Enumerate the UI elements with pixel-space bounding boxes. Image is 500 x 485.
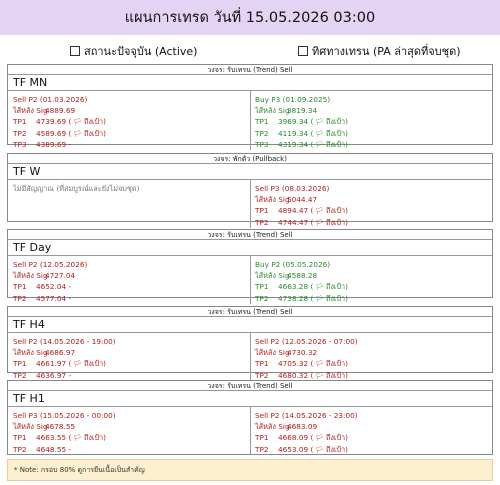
page-title	[0, 0, 500, 35]
tp-price: 4668.09	[278, 433, 309, 443]
flag-icon: 🏳	[315, 129, 324, 138]
tp-hit-label: ถึงเป้า	[325, 293, 346, 303]
tp-hit-label: ถึงเป้า	[325, 217, 346, 227]
sig-price: 4678.55	[45, 422, 76, 432]
tp-hit-status: ( 🏳 ถึงเป้า)	[308, 371, 348, 380]
tp-hit-label: ถึงเป้า	[83, 128, 104, 138]
sig-label: ไส้หลัง Sig	[13, 422, 48, 432]
timeframe-card	[7, 380, 493, 455]
tp-price: 4652.04	[36, 282, 67, 292]
sig-price: 4727.04	[45, 271, 76, 281]
sig-price: 4683.09	[287, 422, 318, 432]
tp-label: TP1	[255, 359, 269, 369]
trend-cycle-label: วงจร: พักตัว (Pullback)	[8, 154, 492, 164]
signal-column-left	[8, 91, 250, 150]
tp-hit-label: ถึงเป้า	[325, 206, 346, 216]
tp-price: 4680.32	[278, 370, 309, 380]
column-headers	[0, 42, 500, 60]
tp-pending-dash: -	[66, 370, 72, 380]
tp-hit-label: ถึงเป้า	[325, 139, 346, 149]
flag-icon: 🏳	[315, 434, 324, 443]
sig-line	[255, 421, 492, 432]
flag-icon: 🏳	[315, 294, 324, 303]
tp-hit-status: ( 🏳 ถึงเป้า)	[66, 359, 106, 368]
tp-line	[255, 116, 492, 127]
signal-header: Sell P2 (14.05.2026 - 19:00)	[13, 337, 116, 346]
signal-header: Buy P3 (01.09.2025)	[255, 95, 331, 104]
sig-label: ไส้หลัง Sig	[255, 348, 290, 358]
signal-header: Sell P2 (12.05.2026 - 07:00)	[255, 337, 358, 346]
timeframe-name: TF H4	[8, 317, 492, 333]
tp-hit-status: ( 🏳 ถึงเป้า)	[308, 294, 348, 303]
tp-hit-label: ถึงเป้า	[83, 117, 104, 127]
tp-hit-status: ( 🏳 ถึงเป้า)	[308, 218, 348, 227]
sig-label: ไส้หลัง Sig	[13, 271, 48, 281]
page-title-text: แผนการเทรด วันที่ 15.05.2026 03:00	[124, 10, 376, 26]
tp-price: 4319.34	[278, 139, 309, 149]
sig-label: ไส้หลัง Sig	[255, 106, 290, 116]
sig-label: ไส้หลัง Sig	[255, 422, 290, 432]
tp-line	[13, 293, 250, 304]
signal-columns	[8, 91, 492, 150]
flag-icon: 🏳	[315, 140, 324, 149]
flag-icon: 🏳	[315, 445, 324, 454]
tp-price: 4894.47	[278, 206, 309, 216]
tp-hit-label: ถึงเป้า	[325, 359, 346, 369]
tp-label: TP2	[255, 217, 269, 227]
tp-price: 4577.04	[36, 293, 67, 303]
tp-line	[255, 358, 492, 369]
tp-hit-label: ถึงเป้า	[325, 282, 346, 292]
tp-price: 4663.28	[278, 282, 309, 292]
sig-price: 4686.97	[45, 348, 76, 358]
signal-columns	[8, 407, 492, 455]
signal-column-right	[250, 256, 492, 304]
tp-price: 4661.97	[36, 359, 67, 369]
tp-line	[13, 432, 250, 443]
sig-price: 5044.47	[287, 195, 318, 205]
tp-label: TP1	[255, 206, 269, 216]
timeframe-card	[7, 153, 493, 227]
checkbox-icon	[70, 46, 80, 56]
signal-column-right	[250, 407, 492, 455]
tp-pending-dash: -	[66, 139, 72, 149]
timeframe-name: TF W	[8, 164, 492, 180]
tp-label: TP1	[13, 282, 27, 292]
note-banner	[7, 459, 493, 481]
tp-price: 4744.47	[278, 217, 309, 227]
timeframe-name: TF Day	[8, 240, 492, 256]
tp-price: 4738.28	[278, 293, 309, 303]
tp-hit-status: ( 🏳 ถึงเป้า)	[308, 359, 348, 368]
timeframe-card	[7, 306, 493, 380]
tp-hit-label: ถึงเป้า	[325, 128, 346, 138]
signal-header: Sell P3 (15.05.2026 - 00:00)	[13, 411, 116, 420]
tp-hit-label: ถึงเป้า	[83, 433, 104, 443]
trend-cycle-label: วงจร: รับเทรน (Trend) Sell	[8, 65, 492, 75]
timeframe-name: TF MN	[8, 75, 492, 91]
signal-column-left	[8, 407, 250, 455]
trend-cycle-label: วงจร: รับเทรน (Trend) Sell	[8, 307, 492, 317]
tp-pending-dash: -	[66, 444, 72, 454]
tp-label: TP1	[255, 117, 269, 127]
signal-columns	[8, 180, 492, 228]
signal-header: Sell P2 (01.03.2026)	[13, 95, 88, 104]
tp-price: 4636.97	[36, 370, 67, 380]
tp-hit-status: ( 🏳 ถึงเป้า)	[308, 282, 348, 291]
tp-price: 4589.69	[36, 128, 67, 138]
trend-cycle-label: วงจร: รับเทรน (Trend) Sell	[8, 230, 492, 240]
flag-icon: 🏳	[315, 283, 324, 292]
sig-price: 4588.28	[287, 271, 318, 281]
signal-header: Buy P2 (05.05.2026)	[255, 260, 331, 269]
signal-columns	[8, 333, 492, 381]
tp-label: TP2	[255, 293, 269, 303]
tp-hit-status: ( 🏳 ถึงเป้า)	[308, 140, 348, 149]
tp-hit-status: ( 🏳 ถึงเป้า)	[308, 129, 348, 138]
tp-line	[255, 293, 492, 304]
tp-label: TP2	[13, 128, 27, 138]
tp-label: TP2	[255, 128, 269, 138]
column-header-active-label: สถานะปัจจุบัน (Active)	[84, 45, 198, 58]
signal-header: Sell P3 (08.03.2026)	[255, 184, 330, 193]
tp-line	[255, 444, 492, 455]
flag-icon: 🏳	[73, 434, 82, 443]
tp-price: 4389.69	[36, 139, 67, 149]
signal-column-left	[8, 180, 250, 228]
signal-column-right	[250, 91, 492, 150]
tp-price: 4739.69	[36, 117, 67, 127]
sig-line	[13, 347, 250, 358]
column-header-trend	[298, 42, 461, 60]
sig-line	[255, 347, 492, 358]
tp-line	[13, 116, 250, 127]
timeframe-name: TF H1	[8, 391, 492, 407]
tp-price: 4119.34	[278, 128, 309, 138]
tp-line	[255, 139, 492, 150]
no-signal-text: ไม่มีสัญญาณ (ที่สมบูรณ์และยังไม่จบชุด)	[13, 184, 140, 193]
tp-hit-label: ถึงเป้า	[325, 444, 346, 454]
tp-line	[255, 281, 492, 292]
sig-price: 3819.34	[287, 106, 318, 116]
tp-pending-dash: -	[66, 293, 72, 303]
note-text: * Note: กรอบ 80% ดูการยืนเนื้อเป็นสำคัญ	[14, 466, 145, 474]
flag-icon: 🏳	[73, 360, 82, 369]
tp-line	[13, 358, 250, 369]
sig-line	[13, 270, 250, 281]
tp-price: 4648.55	[36, 444, 67, 454]
tp-label: TP3	[13, 139, 27, 149]
tp-price: 4705.32	[278, 359, 309, 369]
flag-icon: 🏳	[315, 360, 324, 369]
sig-label: ไส้หลัง Sig	[255, 271, 290, 281]
tp-label: TP3	[255, 139, 269, 149]
column-header-active	[70, 42, 197, 60]
tp-label: TP2	[13, 370, 27, 380]
trend-cycle-label: วงจร: รับเทรน (Trend) Sell	[8, 381, 492, 391]
sig-price: 4889.69	[45, 106, 76, 116]
tp-label: TP2	[255, 370, 269, 380]
flag-icon: 🏳	[73, 118, 82, 127]
sig-line	[255, 194, 492, 205]
sig-line	[13, 421, 250, 432]
tp-hit-status: ( 🏳 ถึงเป้า)	[308, 445, 348, 454]
tp-hit-status: ( 🏳 ถึงเป้า)	[308, 117, 348, 126]
tp-line	[13, 281, 250, 292]
tp-line	[255, 128, 492, 139]
tp-hit-status: ( 🏳 ถึงเป้า)	[308, 206, 348, 215]
sig-price: 4730.32	[287, 348, 318, 358]
signal-column-left	[8, 333, 250, 381]
tp-label: TP1	[13, 359, 27, 369]
tp-price: 3969.34	[278, 117, 309, 127]
sig-line	[13, 105, 250, 116]
tp-label: TP1	[255, 433, 269, 443]
signal-column-left	[8, 256, 250, 304]
checkbox-icon	[298, 46, 308, 56]
sig-line	[255, 270, 492, 281]
tp-line	[255, 205, 492, 216]
tp-hit-status: ( 🏳 ถึงเป้า)	[66, 129, 106, 138]
flag-icon: 🏳	[315, 118, 324, 127]
signal-column-right	[250, 333, 492, 381]
signal-header: Sell P2 (12.05.2026)	[13, 260, 88, 269]
column-header-trend-label: ทิศทางเทรน (PA ล่าสุดที่จบชุด)	[312, 45, 461, 58]
signal-header: Sell P2 (14.05.2026 - 23:00)	[255, 411, 358, 420]
sig-label: ไส้หลัง Sig	[13, 348, 48, 358]
tp-price: 4663.55	[36, 433, 67, 443]
tp-hit-label: ถึงเป้า	[325, 433, 346, 443]
tp-label: TP1	[255, 282, 269, 292]
tp-pending-dash: -	[66, 282, 72, 292]
tp-line	[255, 217, 492, 228]
tp-hit-label: ถึงเป้า	[325, 117, 346, 127]
flag-icon: 🏳	[73, 129, 82, 138]
tp-label: TP2	[13, 444, 27, 454]
tp-hit-label: ถึงเป้า	[83, 359, 104, 369]
tp-label: TP1	[13, 433, 27, 443]
tp-label: TP2	[255, 444, 269, 454]
tp-line	[13, 139, 250, 150]
sig-line	[255, 105, 492, 116]
tp-label: TP1	[13, 117, 27, 127]
tp-hit-label: ถึงเป้า	[325, 370, 346, 380]
tp-hit-status: ( 🏳 ถึงเป้า)	[66, 433, 106, 442]
tp-line	[255, 432, 492, 443]
tp-label: TP2	[13, 293, 27, 303]
sig-label: ไส้หลัง Sig	[255, 195, 290, 205]
timeframe-card	[7, 64, 493, 149]
tp-hit-status: ( 🏳 ถึงเป้า)	[66, 117, 106, 126]
flag-icon: 🏳	[315, 371, 324, 380]
timeframe-card	[7, 229, 493, 303]
sig-label: ไส้หลัง Sig	[13, 106, 48, 116]
tp-line	[13, 444, 250, 455]
signal-column-right	[250, 180, 492, 228]
tp-hit-status: ( 🏳 ถึงเป้า)	[308, 433, 348, 442]
flag-icon: 🏳	[315, 218, 324, 227]
tp-line	[13, 128, 250, 139]
signal-columns	[8, 256, 492, 304]
tp-price: 4653.09	[278, 444, 309, 454]
flag-icon: 🏳	[315, 207, 324, 216]
